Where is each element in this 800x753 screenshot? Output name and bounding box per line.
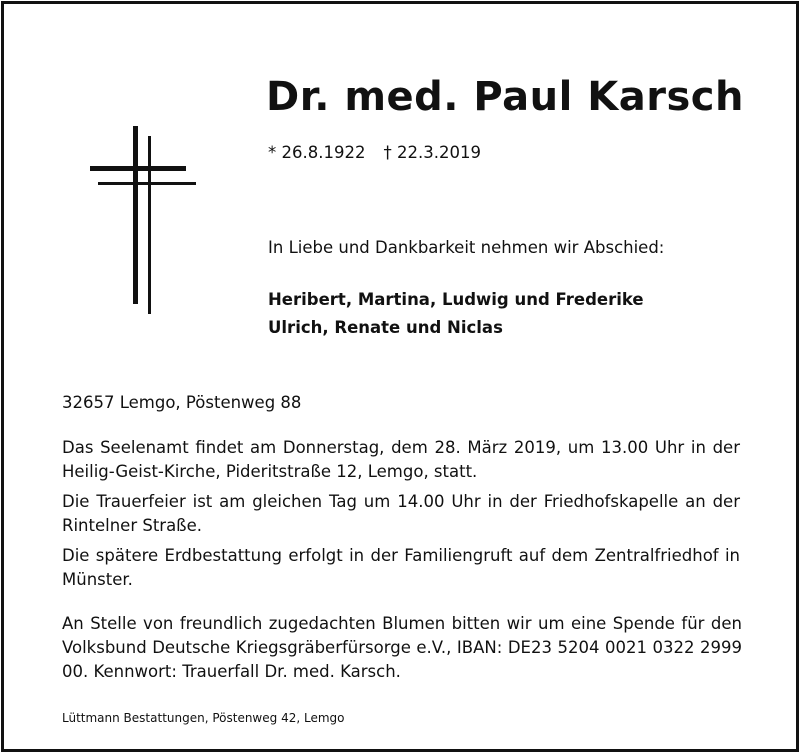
- death-date: † 22.3.2019: [383, 143, 481, 162]
- farewell-line: In Liebe und Dankbarkeit nehmen wir Abschied:: [268, 238, 665, 257]
- family-address: 32657 Lemgo, Pöstenweg 88: [62, 393, 302, 412]
- burial-paragraph: Die spätere Erdbestattung erfolgt in der Familiengruft auf dem Zentralfriedhof in Münster.: [62, 546, 740, 589]
- requiem-paragraph: Das Seelenamt findet am Donnerstag, dem 28. März 2019, um 13.00 Uhr in der Heilig-Geist-Kirche, Pideritstraße 12, Lemgo, statt.: [62, 438, 740, 481]
- service-details: [62, 436, 740, 592]
- mourners-list: [268, 286, 644, 342]
- cross-icon: [88, 126, 198, 316]
- mourners-line: Heribert, Martina, Ludwig und Frederike: [268, 290, 644, 309]
- deceased-name: Dr. med. Paul Karsch: [266, 74, 744, 120]
- funeral-paragraph: Die Trauerfeier ist am gleichen Tag um 14.00 Uhr in der Friedhofskapelle an der Rintelner Straße.: [62, 492, 740, 535]
- mourners-line: Ulrich, Renate und Niclas: [268, 318, 503, 337]
- birth-date: * 26.8.1922: [268, 143, 366, 162]
- donation-request: An Stelle von freundlich zugedachten Blumen bitten wir um eine Spende für den Volksbund Deutsche Kriegsgräberfürsorge e.V., IBAN: DE23 5204 0021 0322 2999 00. Kennwort: Trauerfall Dr. med. Karsch.: [62, 614, 742, 681]
- funeral-home-footer: Lüttmann Bestattungen, Pöstenweg 42, Lemgo: [62, 711, 345, 725]
- life-dates: [268, 143, 481, 162]
